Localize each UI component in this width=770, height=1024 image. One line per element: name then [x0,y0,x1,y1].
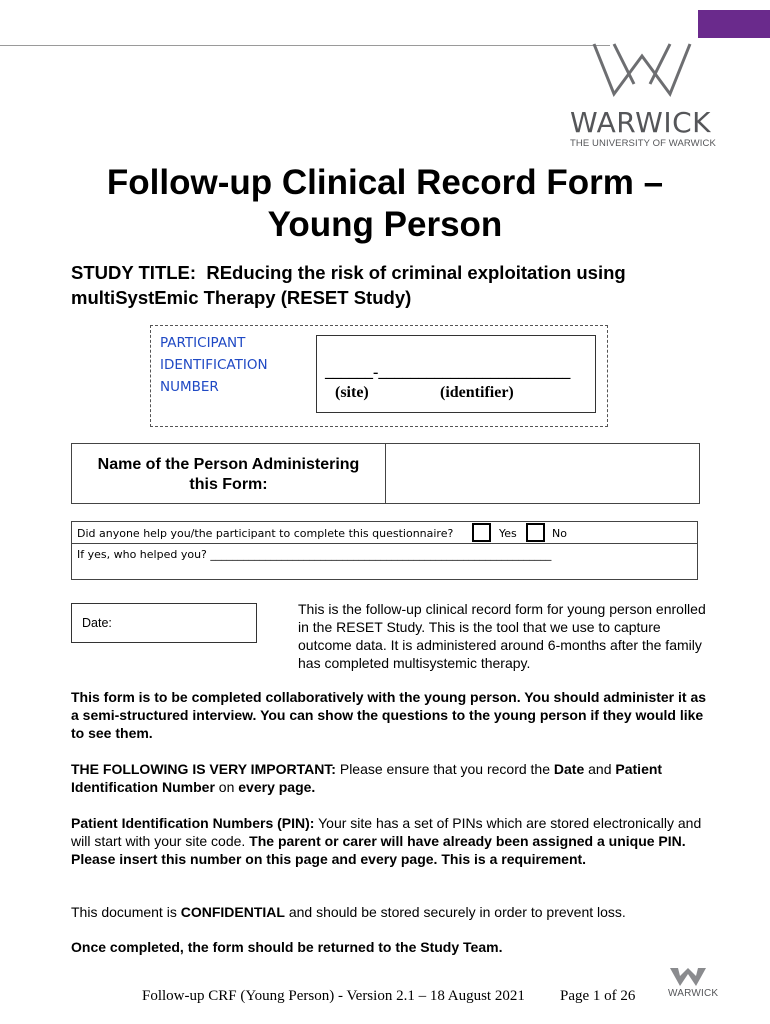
footer-version: Follow-up CRF (Young Person) - Version 2.1 – 18 August 2021 [142,988,525,1004]
yes-label: Yes [499,527,517,540]
help-question: Did anyone help you/the participant to complete this questionnaire? [77,527,454,540]
confidential-text-1: This document is [71,904,181,920]
study-title [71,260,711,310]
date-field[interactable] [71,603,257,643]
pin-blank-line: ______-________________________ [325,364,571,381]
yes-checkbox[interactable] [472,523,491,542]
pin-paragraph-requirement: The parent or carer will have already been assigned a unique PIN. Please insert this number on this page and every page. This is a requirement. [71,833,686,867]
date-label: Date: [82,616,112,630]
administrator-name-field[interactable] [386,444,699,503]
confidential-paragraph [71,903,711,921]
pin-label-line-1: PARTICIPANT [160,335,246,351]
warwick-w-icon [590,42,710,102]
pin-label-line-2: IDENTIFICATION [160,357,268,373]
pin-site-caption: (site) [335,384,369,401]
administrator-label-line-1: Name of the Person Administering [97,456,360,473]
intro-text: This is the follow-up clinical record form for young person enrolled in the RESET Study. This is the tool that we use to capture outcome data. It is administered around 6-months after the family has completed multisystemic therapy. [298,601,706,671]
no-label: No [552,527,567,540]
study-title-text: REducing the risk of criminal exploitation using [206,262,626,283]
pin-paragraph-text: Your site has a set of PINs which are stored electronically and will start with your site code. [71,815,702,849]
important-text-pin: Patient Identification Number [71,761,663,795]
footer-page-number: Page 1 of 26 [560,988,636,1004]
important-text-date: Date [553,761,585,777]
logo-wordmark: WARWICK [570,106,711,139]
pin-label-line-3: NUMBER [160,379,219,395]
confidential-label: CONFIDENTIAL [180,904,285,920]
pin-paragraph [71,814,711,868]
pin-identifier-caption: (identifier) [440,384,514,401]
study-title-line-2: multiSystEmic Therapy (RESET Study) [71,287,412,308]
administrator-label-line-2: this Form: [189,476,268,493]
important-paragraph [71,760,711,796]
table-divider [72,543,697,544]
participant-id-label [160,332,290,398]
participant-id-section [150,325,608,427]
no-checkbox[interactable] [526,523,545,542]
university-logo [568,42,728,154]
helper-field[interactable]: If yes, who helped you? ______________________________________________________________ [77,548,552,561]
footer-logo-wordmark: WARWICK [668,988,719,999]
administrator-label [72,455,385,495]
participant-id-field[interactable] [316,335,596,413]
warwick-mini-icon [668,966,708,988]
return-instruction: Once completed, the form should be returned to the Study Team. [71,939,503,955]
pin-paragraph-label: Patient Identification Numbers (PIN): [71,815,315,831]
important-text-2: and [584,761,616,777]
page-title [40,162,730,246]
logo-subtitle: THE UNIVERSITY OF WARWICK [570,138,716,149]
important-label: THE FOLLOWING IS VERY IMPORTANT: [71,761,336,777]
header-rule [0,45,610,46]
instructions-paragraph: This form is to be completed collaboratively with the young person. You should administer it as a semi-structured interview. You can show the questions to the young person if they would like to see them. [71,689,707,741]
help-question-table [71,521,698,580]
important-text-1: Please ensure that you record the [335,761,554,777]
brand-tab [698,10,770,38]
important-text-every-page: every page. [238,779,316,795]
important-text-3: on [214,779,239,795]
confidential-text-2: and should be stored securely in order to prevent loss. [284,904,626,920]
administrator-table [71,443,700,504]
title-line-2: Young Person [267,205,503,244]
footer-logo [668,966,722,1010]
study-title-line-1 [71,260,711,285]
study-title-label: STUDY TITLE: [71,262,197,283]
title-line-1: Follow-up Clinical Record Form – [106,163,664,202]
